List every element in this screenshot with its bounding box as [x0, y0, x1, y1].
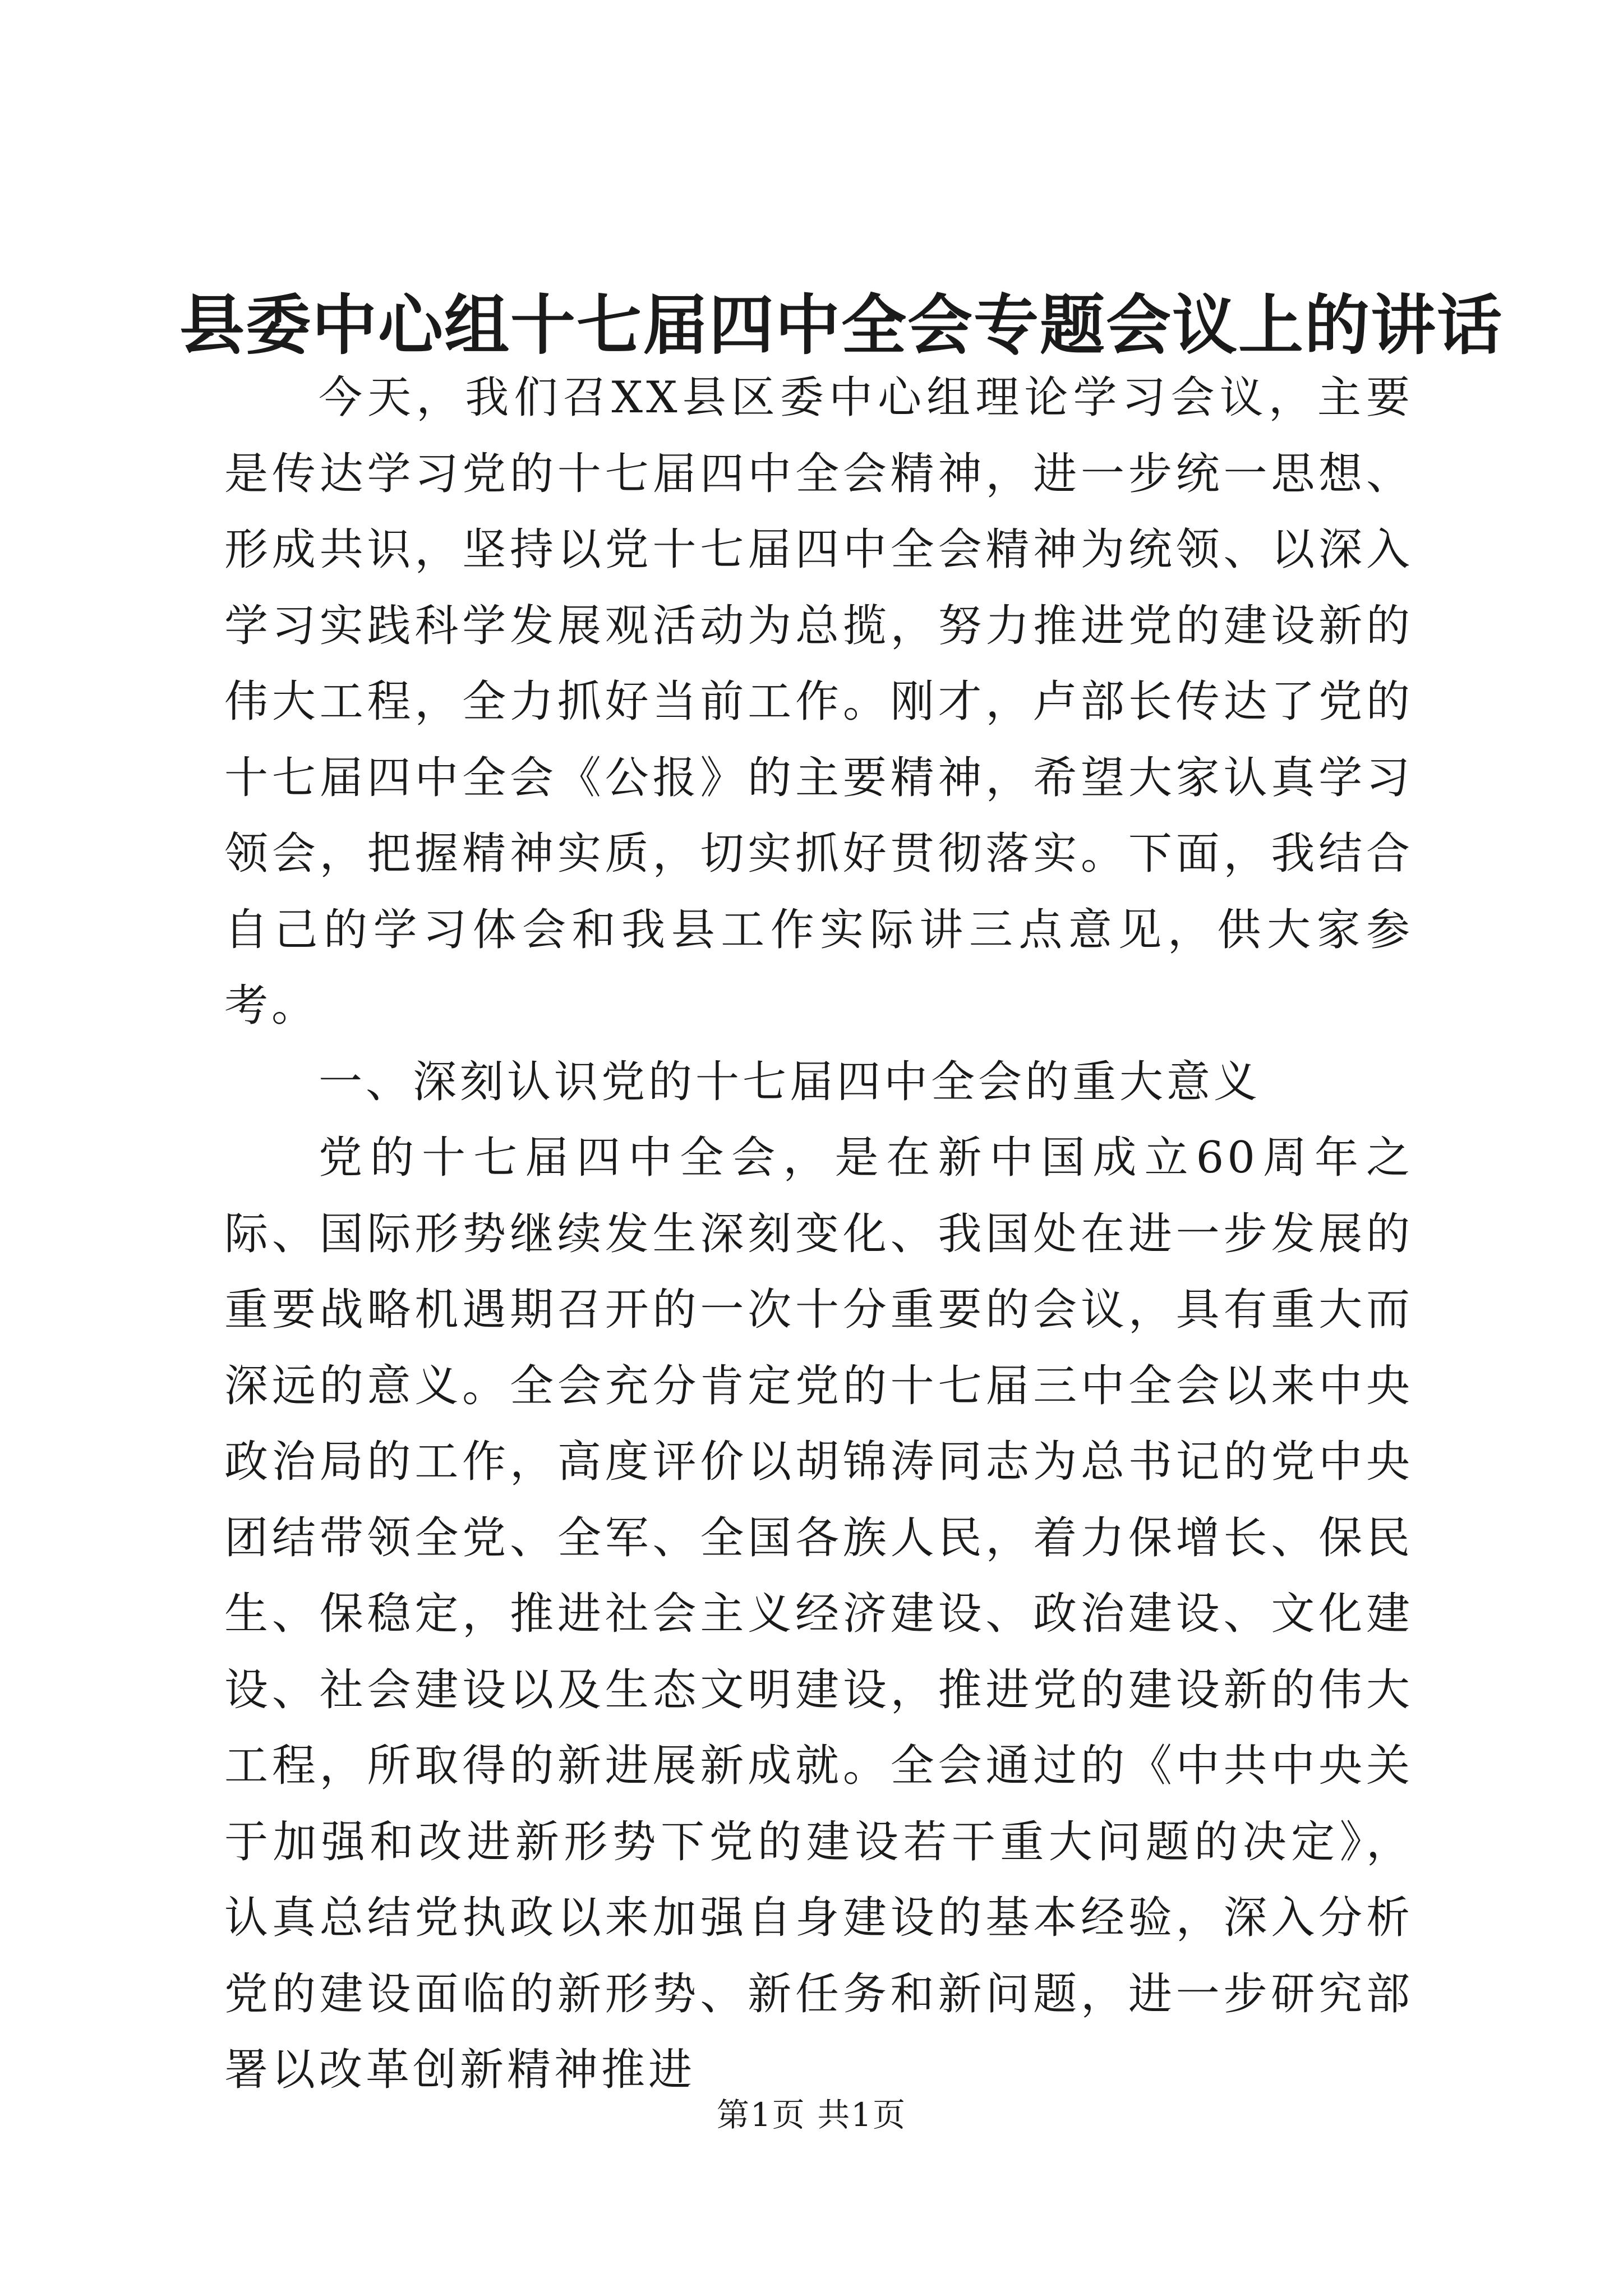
document-title: 县委中心组十七届四中全会专题会议上的讲话 — [179, 287, 1503, 364]
page-footer: 第1页 共1页 — [716, 2096, 907, 2134]
paragraph-section-1: 党的十七届四中全会，是在新中国成立60周年之际、国际形势继续发生深刻变化、我国处在进一步发展的重要战略机遇期召开的一次十分重要的会议，具有重大而深远的意义。全会充分肯定党的十七届三中全会以来中央政治局的工作，高度评价以胡锦涛同志为总书记的党中央团结带领全党、全军、全国各族人民，着力保增长、保民生、保稳定，推进社会主义经济建设、政治建设、文化建设、社会建设以及生态文明建设，推进党的建设新的伟大工程，所取得的新进展新成就。全会通过的《中共中央关于加强和改进新形势下党的建设若干重大问题的决定》，认真总结党执政以来加强自身建设的基本经验，深入分析党的建设面临的新形势、新任务和新问题，进一步研究部署以改革创新精神推进 — [224, 1133, 1413, 2095]
paragraph-intro: 今天，我们召XX县区委中心组理论学习会议，主要是传达学习党的十七届四中全会精神，进一步统一思想、形成共识，坚持以党十七届四中全会精神为统领、以深入学习实践科学发展观活动为总揽，努力推进党的建设新的伟大工程，全力抓好当前工作。刚才，卢部长传达了党的十七届四中全会《公报》的主要精神，希望大家认真学习领会，把握精神实质，切实抓好贯彻落实。下面，我结合自己的学习体会和我县工作实际讲三点意见，供大家参考。 — [224, 372, 1413, 1031]
document-body — [224, 360, 1413, 2109]
section-heading-1: 一、深刻认识党的十七届四中全会的重大意义 — [319, 1056, 1261, 1107]
